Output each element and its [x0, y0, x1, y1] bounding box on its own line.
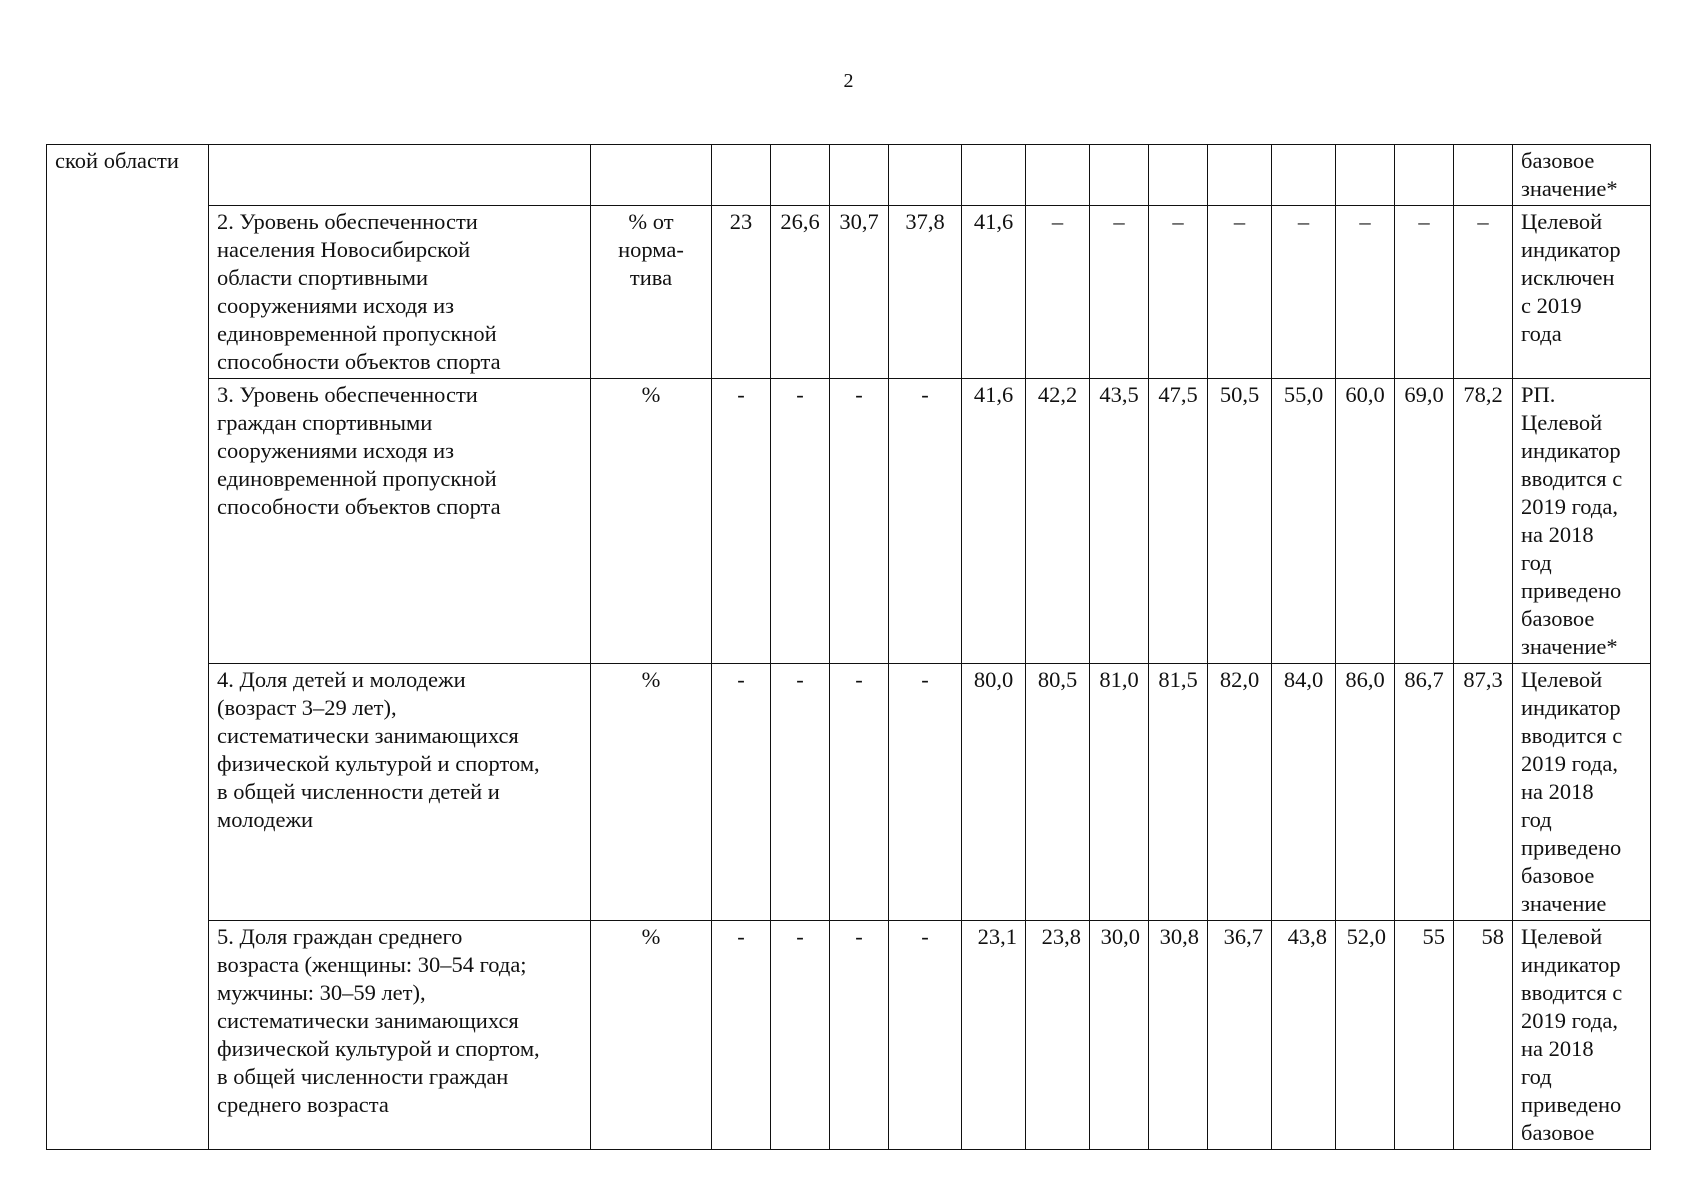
value-cell: 43,8	[1272, 921, 1336, 1150]
value-cell: -	[830, 379, 889, 664]
value-cell: –	[1272, 206, 1336, 379]
table-row	[47, 664, 1651, 921]
value-cell: 87,3	[1454, 664, 1513, 921]
value-cell: 78,2	[1454, 379, 1513, 664]
value-cell: 84,0	[1272, 664, 1336, 921]
value-cell: 23,1	[962, 921, 1026, 1150]
note-cell: Целевой индикатор вводится с 2019 года, на 2018 год приведено базовое	[1513, 921, 1651, 1150]
value-cell: 52,0	[1336, 921, 1395, 1150]
indicator-cell: 3. Уровень обеспеченности граждан спортивными сооружениями исходя из единовременной пропускной способности объектов спорта	[209, 379, 591, 664]
indicator-cell: 5. Доля граждан среднего возраста (женщины: 30–54 года; мужчины: 30–59 лет), систематически занимающихся физической культурой и спортом, в общей численности граждан среднего возраста	[209, 921, 591, 1150]
page-number: 2	[843, 70, 854, 92]
value-cell: 81,0	[1090, 664, 1149, 921]
table-row-continuation	[47, 145, 1651, 206]
note-cell: РП. Целевой индикатор вводится с 2019 года, на 2018 год приведено базовое значение*	[1513, 379, 1651, 664]
value-cell: -	[830, 921, 889, 1150]
value-cell: 86,0	[1336, 664, 1395, 921]
value-cell: 30,7	[830, 206, 889, 379]
value-cell: 26,6	[771, 206, 830, 379]
unit-cell: %	[591, 379, 712, 664]
note-cell: Целевой индикатор исключен с 2019 года	[1513, 206, 1651, 379]
value-cell: -	[712, 379, 771, 664]
unit-cell: %	[591, 921, 712, 1150]
value-cell: 30,8	[1149, 921, 1208, 1150]
value-cell: 23,8	[1026, 921, 1090, 1150]
value-cell: 55	[1395, 921, 1454, 1150]
value-cell: -	[830, 664, 889, 921]
value-cell: 41,6	[962, 379, 1026, 664]
value-cell: 58	[1454, 921, 1513, 1150]
value-cell: -	[889, 921, 962, 1150]
note-cell: базовое значение*	[1513, 145, 1651, 206]
value-cell: –	[1090, 206, 1149, 379]
value-cell: –	[1336, 206, 1395, 379]
value-cell: -	[771, 379, 830, 664]
unit-cell: % от норма- тива	[591, 206, 712, 379]
unit-cell	[591, 145, 712, 206]
value-cell: 50,5	[1208, 379, 1272, 664]
value-cell: 81,5	[1149, 664, 1208, 921]
value-cell: -	[771, 664, 830, 921]
value-cell: 23	[712, 206, 771, 379]
value-cell: 80,5	[1026, 664, 1090, 921]
value-cell: 37,8	[889, 206, 962, 379]
note-cell: Целевой индикатор вводится с 2019 года, на 2018 год приведено базовое значение	[1513, 664, 1651, 921]
indicator-cell: 4. Доля детей и молодежи (возраст 3–29 лет), систематически занимающихся физической культурой и спортом, в общей численности детей и молодежи	[209, 664, 591, 921]
value-cell: 30,0	[1090, 921, 1149, 1150]
value-cell: 86,7	[1395, 664, 1454, 921]
value-cell: –	[1454, 206, 1513, 379]
value-cell: –	[1149, 206, 1208, 379]
value-cell: 80,0	[962, 664, 1026, 921]
value-cell: 82,0	[1208, 664, 1272, 921]
value-cell: 43,5	[1090, 379, 1149, 664]
unit-cell: %	[591, 664, 712, 921]
region-cell: ской области	[47, 145, 209, 1150]
value-cell: –	[1026, 206, 1090, 379]
table-row	[47, 206, 1651, 379]
value-cell: -	[712, 664, 771, 921]
value-cell: –	[1208, 206, 1272, 379]
value-cell: 36,7	[1208, 921, 1272, 1150]
value-cell: -	[712, 921, 771, 1150]
table-row	[47, 921, 1651, 1150]
indicator-cell: 2. Уровень обеспеченности населения Новосибирской области спортивными сооружениями исходя из единовременной пропускной способности объектов спорта	[209, 206, 591, 379]
indicators-table	[46, 144, 1651, 1150]
value-cell: 41,6	[962, 206, 1026, 379]
value-cell: -	[771, 921, 830, 1150]
value-cell: 47,5	[1149, 379, 1208, 664]
table-row	[47, 379, 1651, 664]
value-cell: –	[1395, 206, 1454, 379]
indicator-cell	[209, 145, 591, 206]
value-cell: -	[889, 379, 962, 664]
value-cell: 60,0	[1336, 379, 1395, 664]
value-cell: -	[889, 664, 962, 921]
value-cell: 55,0	[1272, 379, 1336, 664]
value-cell: 42,2	[1026, 379, 1090, 664]
value-cell: 69,0	[1395, 379, 1454, 664]
